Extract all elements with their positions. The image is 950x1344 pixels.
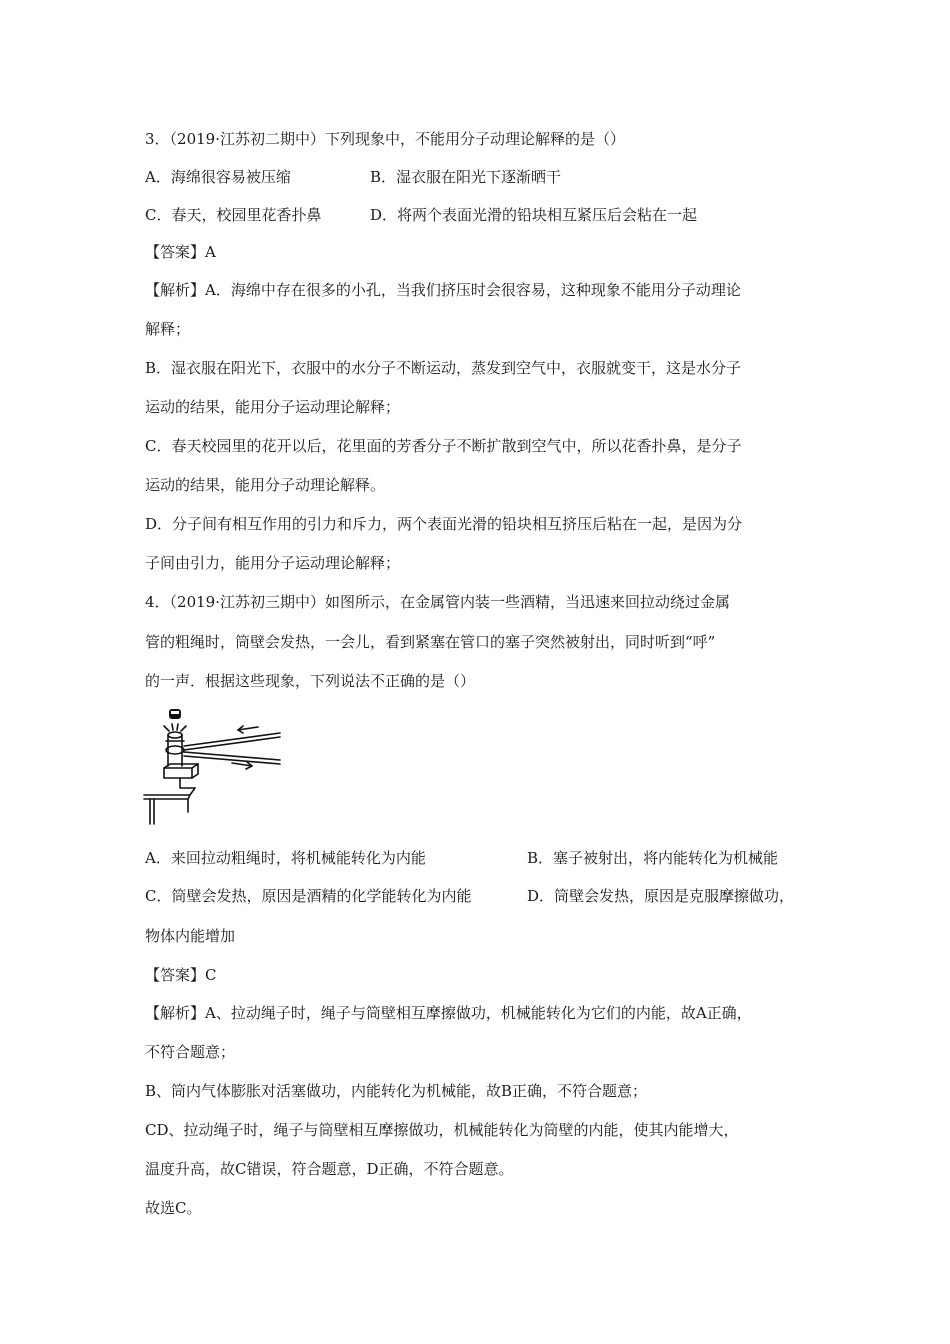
q3-analysis-line: 运动的结果，能用分子运动理论解释；: [145, 398, 401, 416]
q4-analysis-line: 【解析】A、拉动绳子时，绳子与筒壁相互摩擦做功，机械能转化为它们的内能，故A正确，: [145, 1004, 752, 1022]
q3-analysis-line: 运动的结果，能用分子动理论解释。: [145, 476, 386, 494]
q3-option-c: C．春天，校园里花香扑鼻: [145, 206, 322, 224]
q4-analysis-line: B、筒内气体膨胀对活塞做功，内能转化为机械能，故B正确，不符合题意；: [145, 1082, 648, 1100]
q4-analysis-line: 不符合题意；: [145, 1043, 236, 1061]
q3-option-b: B．湿衣服在阳光下逐渐晒干: [370, 168, 562, 186]
q3-analysis-line: 子间由引力，能用分子运动理论解释；: [145, 554, 401, 572]
q3-analysis-line: 【解析】A．海绵中存在很多的小孔，当我们挤压时会很容易，这种现象不能用分子动理论: [145, 281, 741, 299]
q4-analysis-line: CD、拉动绳子时，绳子与筒壁相互摩擦做功，机械能转化为筒壁的内能，使其内能增大，: [145, 1121, 739, 1139]
q4-option-c: C．筒壁会发热，原因是酒精的化学能转化为内能: [145, 887, 472, 905]
metal-tube-rope-figure: [140, 700, 290, 826]
q4-analysis-line: 温度升高，故C错误，符合题意，D正确，不符合题意。: [145, 1160, 514, 1178]
q3-option-d: D．将两个表面光滑的铅块相互紧压后会粘在一起: [370, 206, 698, 224]
q3-analysis-line: 解释；: [145, 320, 191, 338]
q4-option-b: B．塞子被射出，将内能转化为机械能: [527, 849, 779, 867]
q4-stem-line: 管的粗绳时，筒壁会发热，一会儿，看到紧塞在管口的塞子突然被射出，同时听到“呼”: [145, 633, 716, 651]
q4-option-a: A．来回拉动粗绳时，将机械能转化为内能: [145, 849, 426, 867]
q3-answer: 【答案】A: [145, 243, 216, 261]
q3-analysis-line: C．春天校园里的花开以后，花里面的芳香分子不断扩散到空气中，所以花香扑鼻，是分子: [145, 437, 742, 455]
q3-analysis-line: B．湿衣服在阳光下，衣服中的水分子不断运动，蒸发到空气中，衣服就变干，这是水分子: [145, 359, 742, 377]
q4-option-d: D．筒壁会发热，原因是克服摩擦做功，: [527, 887, 795, 905]
q3-option-a: A．海绵很容易被压缩: [145, 168, 291, 186]
q4-option-d-continued: 物体内能增加: [145, 927, 236, 945]
q4-stem-line: 4．（2019·江苏初三期中）如图所示，在金属管内装一些酒精，当迅速来回拉动绕过金属: [145, 593, 730, 611]
q3-analysis-line: D．分子间有相互作用的引力和斥力，两个表面光滑的铅块相互挤压后粘在一起，是因为分: [145, 515, 743, 533]
q4-analysis-line: 故选C。: [145, 1199, 202, 1217]
q4-answer: 【答案】C: [145, 966, 217, 984]
q3-stem: 3．（2019·江苏初二期中）下列现象中，不能用分子动理论解释的是（）: [145, 130, 625, 148]
q4-stem-line: 的一声．根据这些现象，下列说法不正确的是（）: [145, 672, 476, 690]
